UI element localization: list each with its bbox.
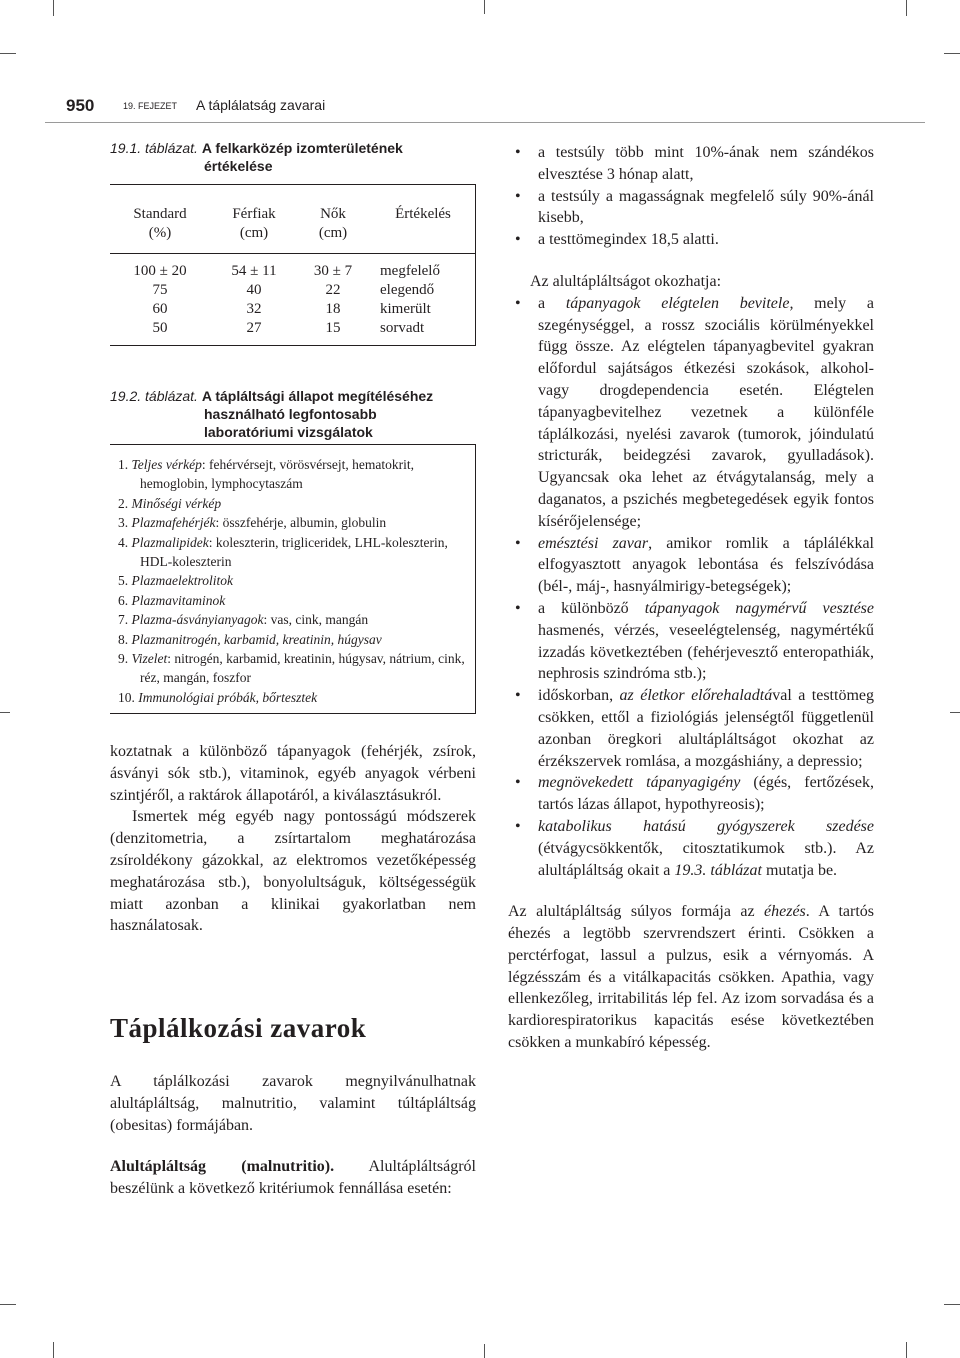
- paragraph: Ismertek még egyéb nagy pontosságú módszerek (denzitometria, a zsírtartalom meghatározása zsíroldékony gázokkal, az elektromos vezetőképesség meghatározása stb.), bonyolultságuk, költségességük miatt azonban a klinikai gyakorlatban nem használatosak.: [110, 808, 476, 935]
- cause-em: emésztési zavar: [538, 534, 649, 552]
- list-item: [118, 455, 470, 494]
- table1-header-ferfiak-l1: Férfiak: [232, 206, 276, 222]
- table1-col-ertekeles: [380, 262, 475, 338]
- bullet-icon: •: [515, 817, 521, 835]
- item-term: Plazmafehérjék: [131, 515, 216, 531]
- table2: [110, 444, 476, 714]
- list-item: [508, 293, 874, 533]
- table1-label: 19.1. táblázat.: [110, 140, 198, 156]
- crop-mark-right-bottom: [944, 1304, 960, 1305]
- table1-header-nok-l1: Nők: [320, 206, 346, 222]
- hunger-post: . A tartós éhezés a legtöbb szervrendszert érinti. Csökken a perctérfogat, lassul a pulzus, esik a vérnyomás. A légzésszám és a vitálkapacitás csökken. Apathia, vagy ellenkezőleg, irritabilitás lép fel. Az izom sorvadása és a kardiorespiratorikus kapacitás esése következtében csökken a munkabíró képesség.: [508, 903, 874, 1052]
- paragraph: A táplálkozási zavarok megnyilvánulhatnak alultápláltság, malnutritio, valamint túltápláltság (obesitas) formájában.: [110, 1073, 476, 1134]
- cause-pre: időskorban,: [538, 687, 620, 705]
- paragraph: [508, 901, 874, 1054]
- list-item: [508, 772, 874, 816]
- table2-title-line2: használható legfontosabb: [204, 406, 377, 422]
- causes-list: [508, 293, 874, 882]
- item-rest: : fehérvérsejt, vörösvérsejt, hematokrit, hemoglobin, lymphocytaszám: [140, 457, 415, 492]
- item-rest: : összfehérje, albumin, globulin: [215, 515, 387, 531]
- item-term: Plazma-ásványianyagok: [131, 612, 264, 628]
- bullet-icon: •: [515, 599, 521, 617]
- hunger-em: éhezés: [764, 903, 806, 921]
- table1-cell: 22: [325, 282, 341, 298]
- list-item: [118, 630, 470, 649]
- left-body-bottom: [110, 1071, 476, 1200]
- cause-post: (égés, fertőzések, tartós lázas állapot, hypothyreosis);: [538, 774, 875, 814]
- cause-em: az életkor előrehaladtá: [619, 687, 773, 705]
- bullet-icon: •: [515, 534, 521, 552]
- table2-label: 19.2. táblázat.: [110, 388, 198, 404]
- table1-cell: 54 ± 11: [231, 263, 277, 279]
- list-item: [508, 533, 874, 598]
- cause-post: hasmenés, vérzés, veseelégtelenség, nagymértékű izzadás következtében (fehérjevesztő enteropathiák, nephrosis szindróma stb.);: [538, 621, 874, 683]
- table1-cell: kimerült: [380, 301, 431, 317]
- table1-cell: 100 ± 20: [133, 263, 187, 279]
- list-item: [118, 688, 470, 707]
- item-term: Teljes vérkép: [131, 457, 202, 472]
- cause-pre: a: [538, 294, 566, 312]
- item-num: 1.: [118, 457, 129, 472]
- list-item: [508, 816, 874, 881]
- bullet-icon: •: [515, 187, 521, 205]
- item-num: 10.: [118, 689, 135, 705]
- list-item: [118, 513, 470, 532]
- bullet-icon: •: [515, 774, 521, 792]
- crop-mark-left-bottom: [0, 1304, 16, 1305]
- list-item: [508, 142, 874, 186]
- list-item: [508, 685, 874, 772]
- item-term: Plazmaelektrolitok: [131, 573, 233, 589]
- table1-col-nok: [298, 262, 368, 338]
- crop-mark-top-left: [53, 0, 54, 16]
- table1-header-nok-l2: (cm): [318, 225, 348, 241]
- table2-title-line1: A tápláltsági állapot megítéléséhez: [201, 388, 434, 404]
- cause-post: , amikor romlik a táplálékkal elfogyasztott anyagok lebontása és felszívódása (bél-, máj-, hasnyálmirigy-betegségek);: [538, 534, 875, 596]
- cause-post: mely a szegénységgel, a rossz szociális körülményekkel függ össze. Az elégtelen tápanyagbevitel gyakran előfordul sajátságos étkezési szokások, alkohol- vagy drogdependencia esetén. Elégtelen tápanyagbevitelhez vezetnek a különféle táplálkozási, nyelési zavarok (tumorok, jóindulatú stricturák, beidegzési zavarok, gyulladások). Ugyancsak oka lehet az étvágytalanság, mely a daganatos, a pszichés megbetegedések egyik fontos kísérőjelensége;: [538, 294, 875, 530]
- table-reference: 19.3. táblázat: [674, 861, 762, 879]
- table1-title-line1: A felkarközép izomterületének: [201, 140, 403, 156]
- bullet-icon: •: [515, 144, 521, 161]
- table1-cell: 15: [325, 320, 341, 336]
- table1-header-standard-l2: (%): [148, 225, 172, 241]
- left-body-top: [110, 741, 476, 937]
- chapter-label: 19. FEJEZET: [123, 101, 178, 111]
- chapter-title: A táplálatság zavarai: [196, 97, 326, 113]
- cause-post: val a testtömeg csökken, ettől a fiziológiás jelenségtől függetlenül azonban öregkori alultápláltságot okozhat az érzékszervek romlása, a mozgáshiány, a depressio;: [538, 687, 874, 770]
- item-term: Plazmalipidek: [131, 534, 209, 550]
- table2-title-line3: laboratóriumi vizsgálatok: [204, 424, 373, 440]
- table1-cell: 60: [152, 301, 168, 317]
- list-item: [118, 494, 470, 513]
- table1-cell: elegendő: [380, 282, 435, 298]
- table1-header-standard-l1: Standard: [133, 206, 187, 222]
- paragraph: [110, 1156, 476, 1200]
- table1-cell: 40: [246, 282, 262, 298]
- item-num: 6.: [118, 592, 129, 608]
- list-item: [118, 533, 470, 572]
- table1-cell: 75: [152, 282, 168, 298]
- crop-mark-top-right: [906, 0, 907, 16]
- table1-cell: megfelelő: [380, 263, 440, 279]
- item-num: 2.: [118, 495, 129, 511]
- crop-mark-bottom-right: [906, 1342, 907, 1358]
- list-item-text: a testsúly a magasságnak megfelelő súly 90%-ánál kisebb,: [538, 187, 874, 227]
- crop-mark-bottom-left: [53, 1342, 54, 1358]
- item-num: 5.: [118, 573, 129, 589]
- page-number: 950: [66, 96, 95, 115]
- table1-header-ferfiak-l2: (cm): [239, 225, 269, 241]
- crop-mark-right-mid: [950, 712, 960, 713]
- item-num: 7.: [118, 612, 129, 628]
- crop-mark-top: [484, 0, 485, 14]
- table1-cell: 30 ± 7: [313, 263, 353, 279]
- table1-header-ertekeles: Értékelés: [395, 206, 451, 222]
- table1-title-line2: értékelése: [204, 158, 273, 174]
- crop-mark-left-top: [0, 53, 16, 54]
- cause-em: katabolikus hatású gyógyszerek szedése: [538, 817, 874, 835]
- table1-cell: 18: [325, 301, 341, 317]
- table1: [110, 184, 476, 346]
- item-num: 8.: [118, 631, 129, 647]
- list-item: [508, 186, 874, 230]
- paragraph: koztatnak a különböző tápanyagok (fehérjék, zsírok, ásványi sók stb.), vitaminok, egyéb anyagok vérbeni szintjéről, a raktárok állapotáról, a kiválasztásukról.: [110, 743, 476, 804]
- item-rest: : vas, cink, mangán: [263, 612, 369, 628]
- cause-em: tápanyagok elégtelen bevitele,: [565, 294, 794, 312]
- crop-mark-bottom: [484, 1344, 485, 1358]
- cause-tail: mutatja be.: [761, 861, 838, 879]
- item-term: Vizelet: [131, 651, 168, 667]
- cause-post: (étvágycsökkentők, citosztatikumok stb.). Az alultápláltság okait a: [538, 839, 874, 879]
- bullet-icon: •: [515, 687, 521, 705]
- table1-cell: 32: [246, 301, 262, 317]
- section-heading: Táplálkozási zavarok: [110, 1013, 367, 1043]
- table1-cell: 27: [246, 320, 262, 336]
- item-rest: : nitrogén, karbamid, kreatinin, húgysav, nátrium, cink, réz, mangán, foszfor: [140, 651, 465, 686]
- table1-col-ferfiak: [210, 262, 298, 338]
- list-item: [508, 598, 874, 685]
- bullet-icon: •: [515, 294, 521, 312]
- table1-header-standard: [110, 205, 210, 243]
- list-item: [118, 571, 470, 590]
- list-item: [118, 649, 470, 688]
- table1-caption: [110, 139, 480, 175]
- table2-caption: [110, 387, 480, 441]
- table1-col-standard: [110, 262, 210, 338]
- causes-intro: Az alultápláltságot okozhatja:: [530, 272, 722, 290]
- list-item-text: a testsúly több mint 10%-ának nem szándékos elvesztése 3 hónap alatt,: [538, 144, 874, 183]
- list-item: [118, 610, 470, 629]
- table2-list: [118, 455, 470, 707]
- list-item: [118, 591, 470, 610]
- malnutritio-text: Alultápláltságról beszélünk a következő kritériumok fennállása esetén:: [110, 1158, 476, 1198]
- list-item-text: a testtömegindex 18,5 alatti.: [538, 231, 719, 249]
- bullet-icon: •: [515, 231, 521, 249]
- table1-header-ferfiak: [210, 205, 298, 243]
- item-num: 9.: [118, 651, 129, 667]
- table1-cell: sorvadt: [380, 320, 425, 336]
- hunger-pre: Az alultápláltság súlyos formája az: [508, 903, 765, 921]
- crop-mark-left-mid: [0, 712, 10, 713]
- item-term: Plazmanitrogén, karbamid, kreatinin, húgysav: [131, 631, 382, 647]
- item-term: Plazmavitaminok: [131, 592, 226, 608]
- item-num: 4.: [118, 534, 129, 550]
- table1-cell: 50: [152, 320, 168, 336]
- item-term: Immunológiai próbák, bőrtesztek: [138, 689, 318, 705]
- list-item: [508, 229, 874, 251]
- table1-header-nok: [298, 205, 368, 243]
- cause-em: megnövekedett tápanyagigény: [538, 774, 741, 792]
- item-rest: : koleszterin, trigliceridek, LHL-koleszterin, HDL-koleszterin: [140, 534, 448, 570]
- table1-header-rule: [110, 253, 475, 254]
- crop-mark-right-top: [944, 53, 960, 54]
- cause-em: tápanyagok nagymérvű vesztése: [644, 599, 874, 617]
- item-term: Minőségi vérkép: [131, 495, 222, 511]
- malnutritio-heading: Alultápláltság (malnutritio).: [110, 1158, 335, 1176]
- header-rule: [45, 122, 925, 123]
- criteria-list: [508, 142, 874, 251]
- item-num: 3.: [118, 515, 129, 531]
- right-column: [508, 142, 874, 1054]
- crop-mark-top-h: [474, 0, 494, 1]
- cause-pre: a különböző: [538, 599, 645, 617]
